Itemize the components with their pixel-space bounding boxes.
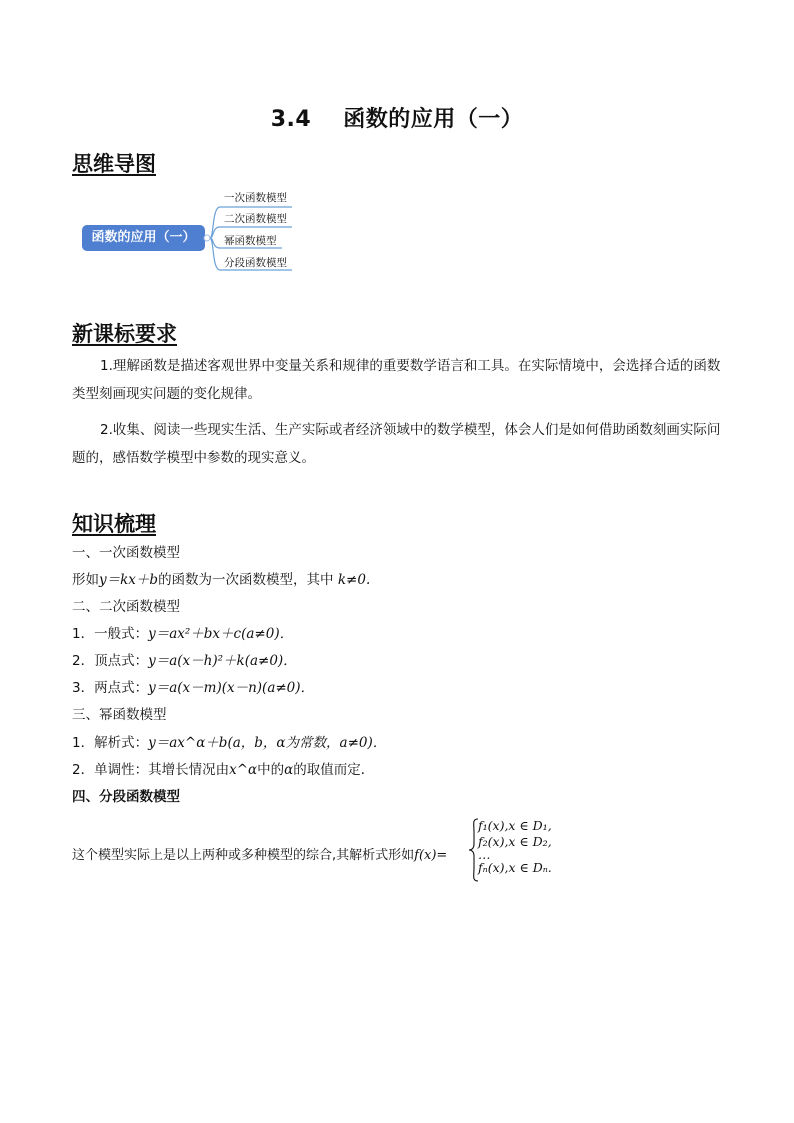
mindmap-leaf-quadratic: 二次函数模型 (224, 213, 287, 225)
s1-desc-prefix: 形如 (72, 572, 99, 588)
standard-item-1: 1.理解函数是描述客观世界中变量关系和规律的重要数学语言和工具。在实际情境中，会选择合适的函数类型刻画现实问题的变化规律。 (72, 358, 721, 402)
mindmap-leaf-power: 幂函数模型 (224, 235, 277, 247)
piecewise-case-1: f₁(x),x ∈ D₁, (478, 818, 552, 833)
piecewise-cases (478, 818, 552, 876)
s2-formula: y＝a(x－h)²＋k(a≠0)． (148, 653, 297, 669)
s1-desc-suffix: 的函数为一次函数模型，其中 (158, 572, 334, 588)
piecewise-case-2: f₂(x),x ∈ D₂, (478, 834, 552, 849)
s3-analytic (72, 731, 386, 751)
s3-monotonicity (72, 758, 374, 778)
s3-mono-alpha: α (284, 762, 294, 778)
s1-title: 一、一次函数模型 (72, 545, 180, 561)
s2-item-two-point (72, 676, 314, 696)
standard-item-2: 2.收集、阅读一些现实生活、生产实际或者经济领域中的数学模型，体会人们是如何借助函数刻画实际问题的，感悟数学模型中参数的现实意义。 (72, 422, 721, 466)
s4-fx: f(x)= (414, 848, 448, 863)
s1-condition: k≠0. (337, 572, 371, 588)
s3-title: 三、幂函数模型 (72, 707, 167, 723)
s2-label: 3．两点式： (72, 680, 149, 696)
section-number: 3.4 (270, 107, 312, 132)
s3-analytic-label: 1．解析式： (72, 735, 149, 751)
s2-item-vertex (72, 649, 297, 669)
s1-description (72, 568, 370, 588)
title-text: 函数的应用（一） (343, 107, 524, 132)
s4-description (72, 844, 447, 863)
s3-analytic-formula: y＝ax^α＋b(a，b，α为常数，a≠0)． (148, 735, 387, 751)
s1-formula: y＝kx＋b (99, 572, 159, 588)
s2-formula: y＝ax²＋bx＋c(a≠0)． (148, 626, 294, 642)
s3-mono-suffix: 的取值而定． (293, 762, 375, 778)
s4-title: 四、分段函数模型 (72, 789, 180, 805)
piecewise-case-ellipsis: … (478, 847, 491, 862)
s2-label: 2．顶点式： (72, 653, 149, 669)
s2-title: 二、二次函数模型 (72, 599, 180, 615)
mindmap-root-node: 函数的应用（一） (82, 225, 205, 251)
s3-mono-prefix: 2．单调性：其增长情况由 (72, 762, 230, 778)
s2-label: 1．一般式： (72, 626, 149, 642)
s2-item-general (72, 622, 293, 642)
mindmap-leaf-piecewise: 分段函数模型 (224, 257, 287, 269)
s4-desc-text: 这个模型实际上是以上两种或多种模型的综合,其解析式形如 (72, 848, 415, 863)
page-title (0, 102, 794, 133)
s3-mono-mid: 中的 (257, 762, 285, 778)
mindmap-junction (204, 235, 210, 241)
piecewise-case-n: fₙ(x),x ∈ Dₙ. (478, 860, 552, 875)
mindmap-heading: 思维导图 (72, 152, 156, 176)
standards-heading: 新课标要求 (72, 322, 177, 346)
mindmap-leaf-linear: 一次函数模型 (224, 192, 287, 204)
s3-mono-var: x^α (229, 762, 258, 778)
knowledge-heading: 知识梳理 (72, 512, 156, 536)
s2-formula: y＝a(x－m)(x－n)(a≠0)． (148, 680, 315, 696)
